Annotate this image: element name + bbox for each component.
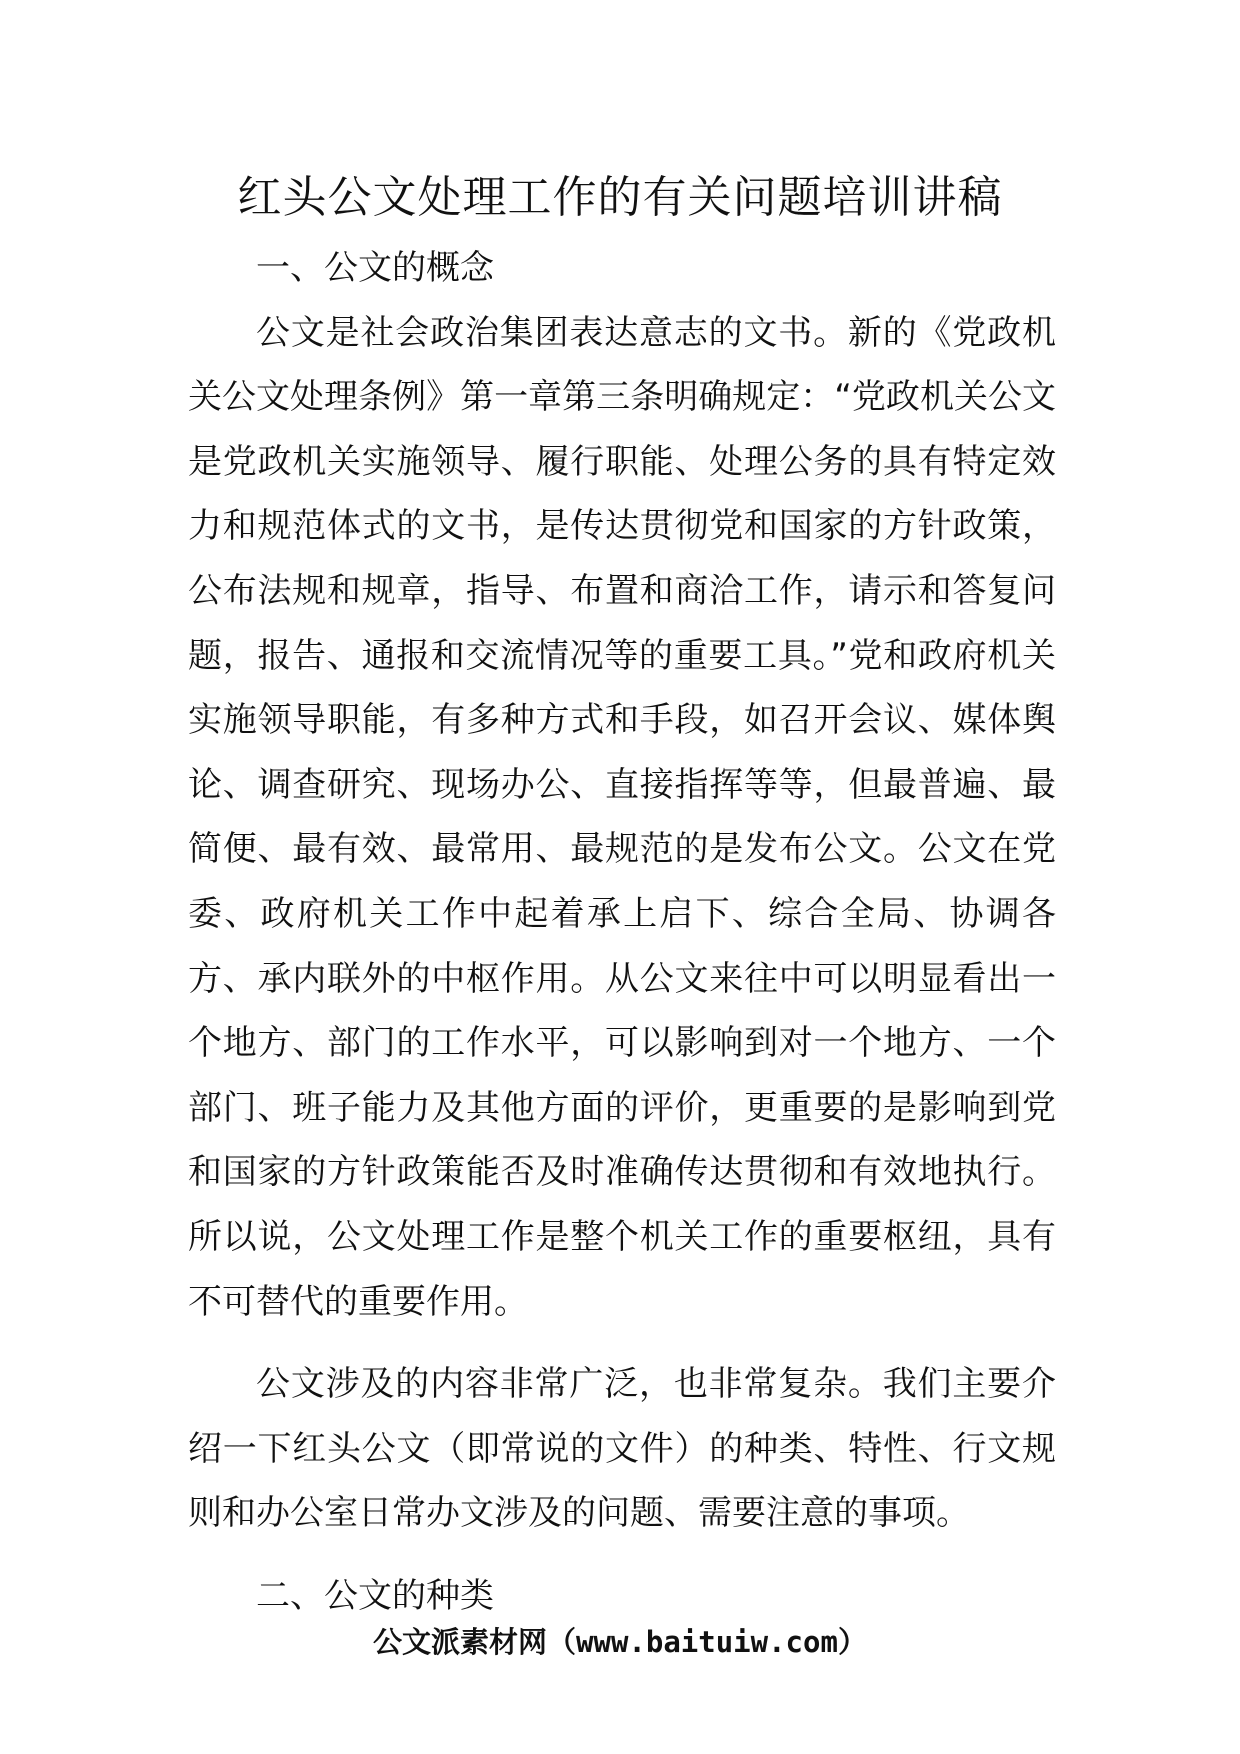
document-title: 红头公文处理工作的有关问题培训讲稿 bbox=[237, 172, 1003, 223]
section-heading-concept: 一、公文的概念 bbox=[256, 248, 494, 288]
footer-watermark-text: 公文派素材网（www.baituiw.com） bbox=[373, 1625, 867, 1659]
document-body bbox=[188, 236, 1056, 1628]
section-heading-types: 二、公文的种类 bbox=[256, 1575, 494, 1616]
paragraph-concept-definition: 公文是社会政治集团表达意志的文书。新的《党政机关公文处理条例》第一章第三条明确规定：“党政机关公文是党政机关实施领导、履行职能、处理公务的具有特定效力和规范体式的文书，是传达贯彻党和国家的方针政策，公布法规和规章，指导、布置和商洽工作，请示和答复问题，报告、通报和交流情况等的重要工具。”党和政府机关实施领导职能，有多种方式和手段，如召开会议、媒体舆论、调查研究、现场办公、直接指挥等等，但最普遍、最简便、最有效、最常用、最规范的是发布公文。公文在党委、政府机关工作中起着承上启下、综合全局、协调各方、承内联外的中枢作用。从公文来往中可以明显看出一个地方、部门的工作水平，可以影响到对一个地方、一个部门、班子能力及其他方面的评价，更重要的是影响到党和国家的方针政策能否及时准确传达贯彻和有效地执行。所以说，公文处理工作是整个机关工作的重要枢纽，具有不可替代的重要作用。 bbox=[188, 312, 1056, 1322]
paragraph-scope-intro: 公文涉及的内容非常广泛，也非常复杂。我们主要介绍一下红头公文（即常说的文件）的种类、特性、行文规则和办公室日常办文涉及的问题、需要注意的事项。 bbox=[188, 1364, 1056, 1534]
